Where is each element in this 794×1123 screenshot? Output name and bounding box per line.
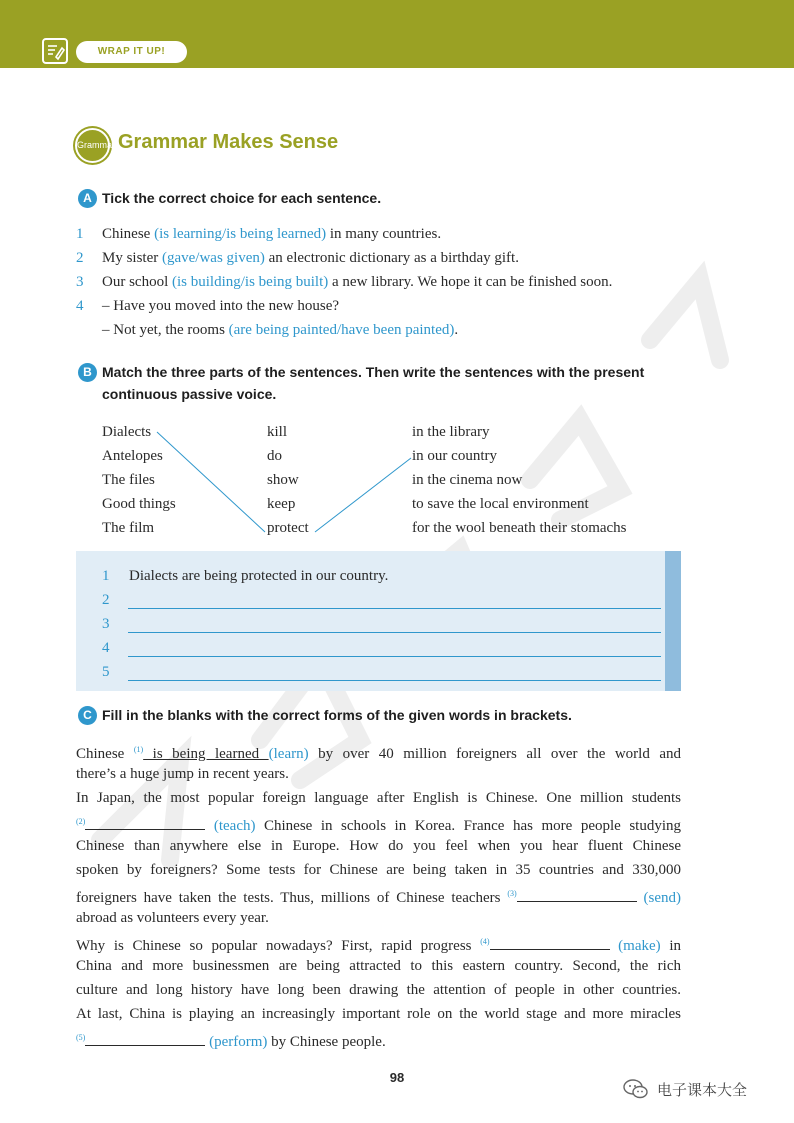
text: Chinese <box>76 746 134 762</box>
choice-text[interactable]: (are being painted/have been painted) <box>228 322 455 338</box>
subject-item[interactable]: Good things <box>102 496 176 512</box>
hint-word: (send) <box>636 890 681 906</box>
passage-line <box>76 810 681 834</box>
answer-line-4[interactable] <box>128 656 661 657</box>
page-number: 98 <box>389 1070 405 1085</box>
section-c-instruction: Fill in the blanks with the correct forms of the given words in brackets. <box>102 707 572 723</box>
passage-line: spoken by foreigners? Some tests for Chinese are being taken in 35 countries and 330,000 <box>76 862 681 878</box>
example-answer: Dialects are being protected in our country. <box>129 568 389 584</box>
choice-text[interactable]: (gave/was given) <box>162 250 265 266</box>
answer-box-sidebar <box>665 551 681 691</box>
passage-line <box>76 930 681 954</box>
section-a-instruction: Tick the correct choice for each sentence. <box>102 190 382 206</box>
text: by Chinese people. <box>267 1034 386 1050</box>
answer-number: 5 <box>102 664 110 680</box>
answer-number: 4 <box>102 640 110 656</box>
section-title: Grammar Makes Sense <box>118 131 339 153</box>
passage-line: China and more businessmen are being attracted to this eastern country. Second, the rich <box>76 958 681 974</box>
wrap-it-up-label: WRAP IT UP! <box>76 41 187 63</box>
blank-number: (2) <box>76 817 86 826</box>
answer-line-2[interactable] <box>128 608 661 609</box>
item-text: Chinese <box>102 226 155 242</box>
hint-word: (make) <box>609 938 661 954</box>
passage-line <box>76 1026 681 1050</box>
hint-word: (perform) <box>205 1034 268 1050</box>
verb-item[interactable]: protect <box>267 520 309 536</box>
item-text: an electronic dictionary as a birthday gift. <box>264 250 519 266</box>
text: Chinese in schools in Korea. France has more people studying <box>255 818 681 834</box>
passage-line: culture and long history have long been drawing the attention of people in other countries. <box>76 982 681 998</box>
passage-line: At last, China is playing an increasingly important role on the world stage and more miracles <box>76 1006 681 1022</box>
item-text: My sister <box>102 250 162 266</box>
text: Why is Chinese so popular nowadays? First, rapid progress <box>76 938 481 954</box>
passage-line: Chinese than anywhere else in Europe. How do you feel when you hear fluent Chinese <box>76 838 681 854</box>
item-number: 2 <box>76 250 84 266</box>
text: in <box>660 938 681 954</box>
hint-word: (learn) <box>268 746 309 762</box>
verb-item[interactable]: kill <box>267 424 288 440</box>
blank-5[interactable] <box>85 1029 205 1046</box>
blank-number: (3) <box>507 889 517 898</box>
item-number: 4 <box>76 298 84 314</box>
text: foreigners have taken the tests. Thus, millions of Chinese teachers <box>76 890 508 906</box>
section-a-badge: A <box>78 189 97 208</box>
verb-item[interactable]: show <box>267 472 299 488</box>
blank-number: (1) <box>133 745 144 754</box>
verb-item[interactable]: do <box>267 448 282 464</box>
passage-line <box>76 738 681 762</box>
item-text: . <box>454 322 459 338</box>
ending-item[interactable]: in our country <box>412 448 497 464</box>
passage <box>76 738 681 1050</box>
blank-3[interactable] <box>517 885 637 902</box>
text: by over 40 million foreigners all over the world and <box>308 746 681 762</box>
subject-item[interactable]: The film <box>102 520 155 536</box>
ending-item[interactable]: for the wool beneath their stomachs <box>412 520 627 536</box>
choice-text[interactable]: (is learning/is being learned) <box>154 226 327 242</box>
match-line <box>157 432 265 532</box>
blank-number: (5) <box>76 1033 86 1042</box>
answer-number: 1 <box>102 568 110 584</box>
answer-line-3[interactable] <box>128 632 661 633</box>
wechat-icon <box>622 1078 650 1100</box>
answer-line-5[interactable] <box>128 680 661 681</box>
item-text: – Have you moved into the new house? <box>102 298 340 314</box>
ending-item[interactable]: in the library <box>412 424 490 440</box>
watermark-text: 电子课本大全 <box>657 1081 748 1099</box>
instruction-line: Match the three parts of the sentences. Then write the sentences with the present <box>102 364 645 380</box>
item-text: – Not yet, the rooms <box>102 322 229 338</box>
section-c-badge: C <box>78 706 97 725</box>
blank-number: (4) <box>480 937 490 946</box>
item-text: in many countries. <box>326 226 442 242</box>
passage-line <box>76 882 681 906</box>
passage-line: there’s a huge jump in recent years. <box>76 766 289 782</box>
subject-item[interactable]: Antelopes <box>102 448 163 464</box>
subject-item[interactable]: Dialects <box>102 424 152 440</box>
answer-number: 3 <box>102 616 110 632</box>
item-text: a new library. We hope it can be finished soon. <box>328 274 613 290</box>
answer-text[interactable]: is being learned <box>143 746 269 762</box>
subject-item[interactable]: The files <box>102 472 155 488</box>
instruction-line: continuous passive voice. <box>102 386 277 402</box>
item-text: Our school <box>102 274 172 290</box>
section-b-badge: B <box>78 363 97 382</box>
match-line <box>315 458 411 532</box>
verb-item[interactable]: keep <box>267 496 296 512</box>
passage-line: abroad as volunteers every year. <box>76 910 269 926</box>
item-number: 1 <box>76 226 84 242</box>
ending-item[interactable]: to save the local environment <box>412 496 589 512</box>
grammar-icon: Grammar <box>75 128 110 163</box>
answer-number: 2 <box>102 592 110 608</box>
blank-2[interactable] <box>85 813 205 830</box>
passage-line: In Japan, the most popular foreign language after English is Chinese. One million students <box>76 790 681 806</box>
item-number: 3 <box>76 274 84 290</box>
blank-4[interactable] <box>490 933 610 950</box>
hint-word: (teach) <box>205 818 256 834</box>
choice-text[interactable]: (is building/is being built) <box>172 274 329 290</box>
ending-item[interactable]: in the cinema now <box>412 472 523 488</box>
